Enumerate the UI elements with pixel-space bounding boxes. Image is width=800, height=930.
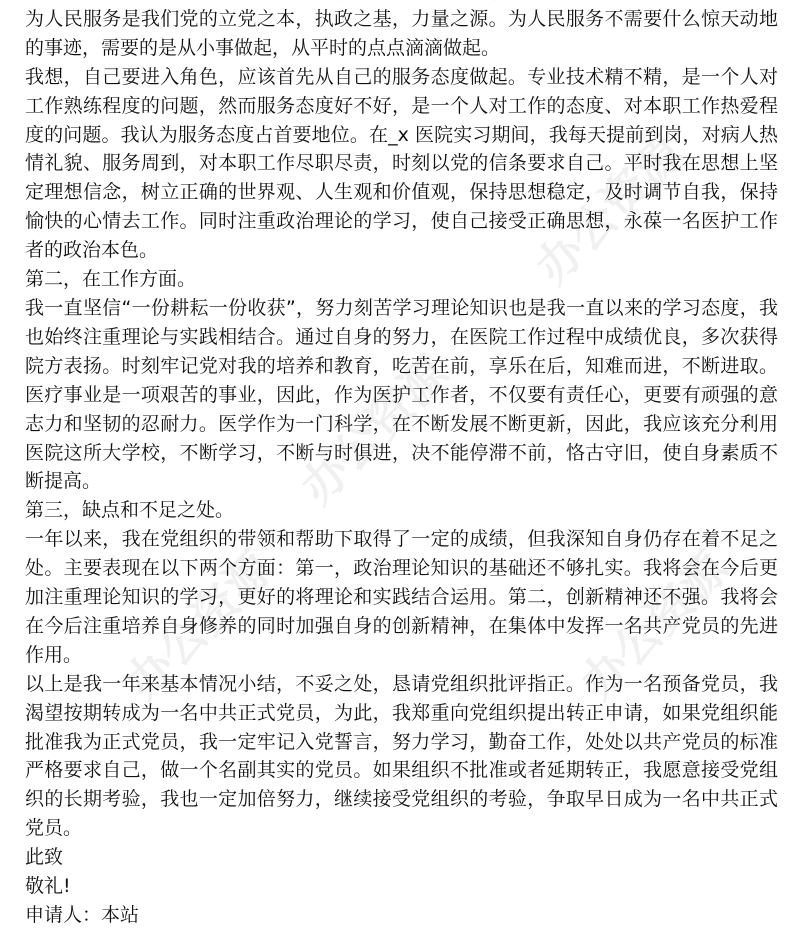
watermark: 办公资源 bbox=[569, 540, 739, 710]
closing-salutation: 此致 bbox=[25, 846, 64, 869]
applicant-signature: 申请人：本站 bbox=[25, 904, 140, 926]
paragraph-conclusion: 以上是我一年来基本情况小结，不妥之处，恳请党组织批评指正。作为一名预备党员，我渴望按期转成为一名中共正式党员，为此，我郑重向党组织提出转正申请，如果党组织能批准我为正式党员，我一定牢记入党誓言，努力学习，勤奋工作，处处以共产党员的标准严格要求自己，做一个名副其实的党员。如果组织不批准或者延期转正，我愿意接受党组织的长期考验，我也一定加倍努力，继续接受党组织的考验，争取早日成为一名中共正式党员。 bbox=[25, 672, 778, 840]
section-heading-work: 第二，在工作方面。 bbox=[25, 268, 197, 291]
watermark: 办公资源 bbox=[524, 125, 694, 295]
paragraph-work: 我一直坚信“一份耕耘一份收获”，努力刻苦学习理论知识也是我一直以来的学习态度，我也始终注重理论与实践相结合。通过自身的努力，在医院工作过程中成绩优良，多次获得院方表扬。时刻牢记党对我的培养和教育，吃苦在前，享乐在后，知难而进，不断进取。医疗事业是一项艰苦的事业，因此，作为医护工作者，不仅要有责任心，更要有顽强的意志力和坚韧的忍耐力。医学作为一门科学，在不断发展不断更新，因此，我应该充分利用医院这所大学校，不断学习，不断与时俱进，决不能停滞不前，恪古守旧，使自身素质不断提高。 bbox=[25, 296, 778, 493]
closing-respect: 敬礼! bbox=[25, 875, 71, 898]
watermark: 办公资源 bbox=[289, 345, 459, 515]
watermark: 办公资源 bbox=[114, 540, 284, 710]
paragraph-intro-tail: 为人民服务是我们党的立党之本，执政之基，力量之源。为人民服务不需要什么惊天动地的事迹，需要的是从小事做起，从平时的点点滴滴做起。 bbox=[25, 7, 778, 59]
paragraph-shortcomings: 一年以来，我在党组织的带领和帮助下取得了一定的成绩，但我深知自身仍存在着不足之处。主要表现在以下两个方面：第一，政治理论知识的基础还不够扎实。我将会在今后更加注重理论知识的学习，更好的将理论和实践结合运用。第二，创新精神还不强。我将会在今后注重培养自身修养的同时加强自身的创新精神，在集体中发挥一名共产党员的先进作用。 bbox=[25, 528, 778, 666]
paragraph-service-attitude: 我想，自己要进入角色，应该首先从自己的服务态度做起。专业技术精不精，是一个人对工作熟练程度的问题，然而服务态度好不好，是一个人对工作的态度、对本职工作热爱程度的问题。我认为服务态度占首要地位。在_x 医院实习期间，我每天提前到岗，对病人热情礼貌、服务周到，对本职工作尽职尽责，时刻以党的信条要求自己。平时我在思想上坚定理想信念，树立正确的世界观、人生观和价值观，保持思想稳定，及时调节自我，保持愉快的心情去工作。同时注重政治理论的学习，使自己接受正确思想，永葆一名医护工作者的政治本色。 bbox=[25, 65, 778, 262]
section-heading-shortcomings: 第三，缺点和不足之处。 bbox=[25, 499, 235, 522]
